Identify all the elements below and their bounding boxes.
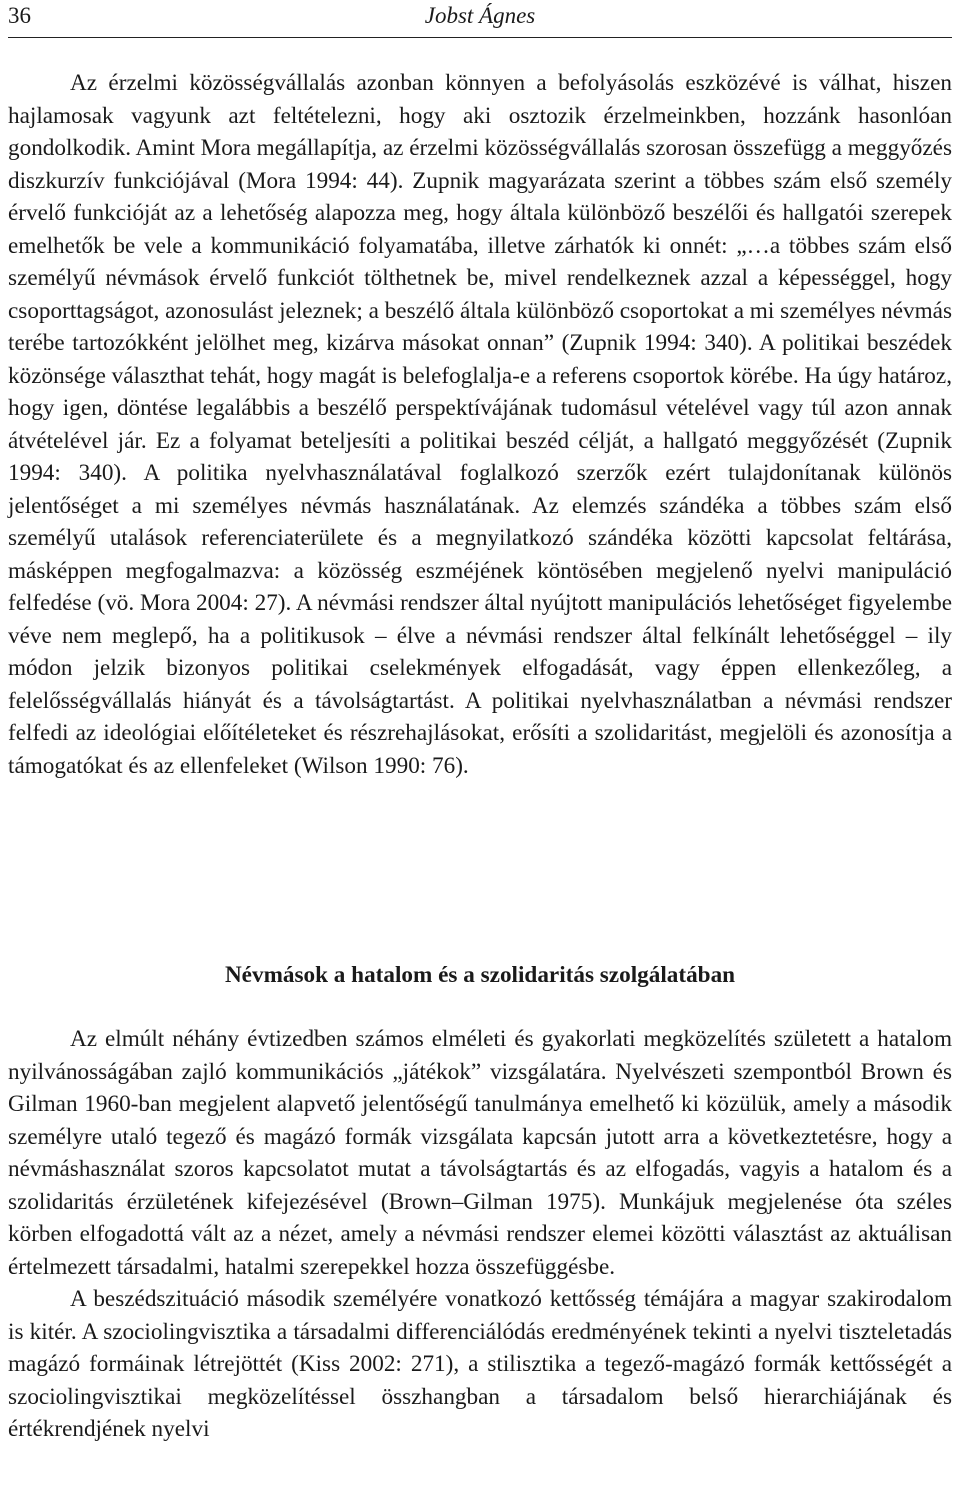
body-paragraph: Az érzelmi közösségvállalás azonban könnyen a befolyásolás eszközévé is válhat, hiszen hajlamosak vagyunk azt feltételezni, hogy aki osztozik érzelmeinkben, hozzánk hasonlóan gondolkodik. Amint Mora megállapítja, az érzelmi közösségvállalás szorosan összefügg a meggyőzés diszkurzív funkciójával (Mora 1994: 44). Zupnik magyarázata szerint a többes szám első személy érvelő funkcióját az a lehetőség alapozza meg, hogy általa különböző beszélői és hallgatói szerepek emelhetők be vele a kommunikáció folyamatába, illetve zárhatók ki onnét: „…a többes szám első személyű névmások érvelő funkciót tölthetnek be, mivel rendelkeznek azzal a képességgel, hogy csoporttagságot, azonosulást jeleznek; a beszélő általa különböző csoportokat a mi személyes névmás terébe tartozókként jelölhet meg, kizárva másokat onnan” (Zupnik 1994: 340). A politikai beszédek közönsége választhat tehát, hogy magát is belefoglalja-e a referens csoportok körébe. Ha úgy határoz, hogy igen, döntése legalábbis a beszélő perspektívájának tudomásul vételével vagy túl azon annak átvételével jár. Ez a folyamat beteljesíti a politikai beszéd célját, a hallgató meggyőzését (Zupnik 1994: 340). A politika nyelvhasználatával foglalkozó szerzők ezért tulajdonítanak különös jelentőséget a mi személyes névmás használatának. Az elemzés szándéka a többes szám első személyű utalások referenciaterülete és a megnyilatkozó szándéka közötti kapcsolat feltárása, másképpen megfogalmazva: a közösség eszméjének köntösében megjelenő nyelvi manipuláció felfedése (vö. Mora 2004: 27). A névmási rendszer által nyújtott manipulációs lehetőséget figyelembe véve nem meglepő, ha a politikusok – élve a névmási rendszer által felkínált lehetőséggel – ily módon jelzik bizonyos politikai cselekmények elfogadását, vagy éppen ellenkezőleg, a felelősségvállalás hiányát és a távolságtartást. A politikai nyelvhasználatban a névmási rendszer felfedi az ideológiai előítéleteket és részrehajlásokat, erősíti a szolidaritást, megjelöli és azonosítja a támogatókat és az ellenfeleket (Wilson 1990: 76). (8, 70, 952, 779)
running-header (8, 0, 952, 38)
body-text-section-1 (8, 67, 952, 782)
body-paragraph: A beszédszituáció második személyére vonatkozó kettősség témájára a magyar szakirodalom is kitér. A szociolingvisztika a társadalmi differenciálódás eredményének tekinti a nyelvi tiszteletadás magázó formáinak létrejöttét (Kiss 2002: 271), a stilisztika a tegező-magázó formák kettősségét a szociolingvisztikai megközelítéssel összhangban a társadalom belső hierarchiájának és értékrendjének nyelvi (8, 1286, 952, 1442)
section-heading: Névmások a hatalom és a szolidaritás szolgálatában (224, 962, 736, 988)
body-text-section-2 (8, 1023, 952, 1446)
running-head-author: Jobst Ágnes (424, 3, 536, 28)
page-number: 36 (8, 3, 31, 28)
body-paragraph: Az elmúlt néhány évtizedben számos elméleti és gyakorlati megközelítés született a hatalom nyilvánosságában zajló kommunikációs „játékok” vizsgálatára. Nyelvészeti szempontból Brown és Gilman 1960-ban megjelent alapvető jelentőségű tanulmánya emelhető ki közülük, amely a második személyre utaló tegező és magázó formák vizsgálata kapcsán jutott arra a következtetésre, hogy a névmáshasználat szoros kapcsolatot mutat a távolságtartás és az elfogadás, vagyis a hatalom és a szolidaritás érzületének kifejezésével (Brown–Gilman 1975). Munkájuk megjelenése óta széles körben elfogadottá vált az a nézet, amely a névmási rendszer elemei közötti választást az aktuálisan értelmezett társadalmi, hatalmi szerepekkel hozza összefüggésbe. (8, 1026, 952, 1280)
